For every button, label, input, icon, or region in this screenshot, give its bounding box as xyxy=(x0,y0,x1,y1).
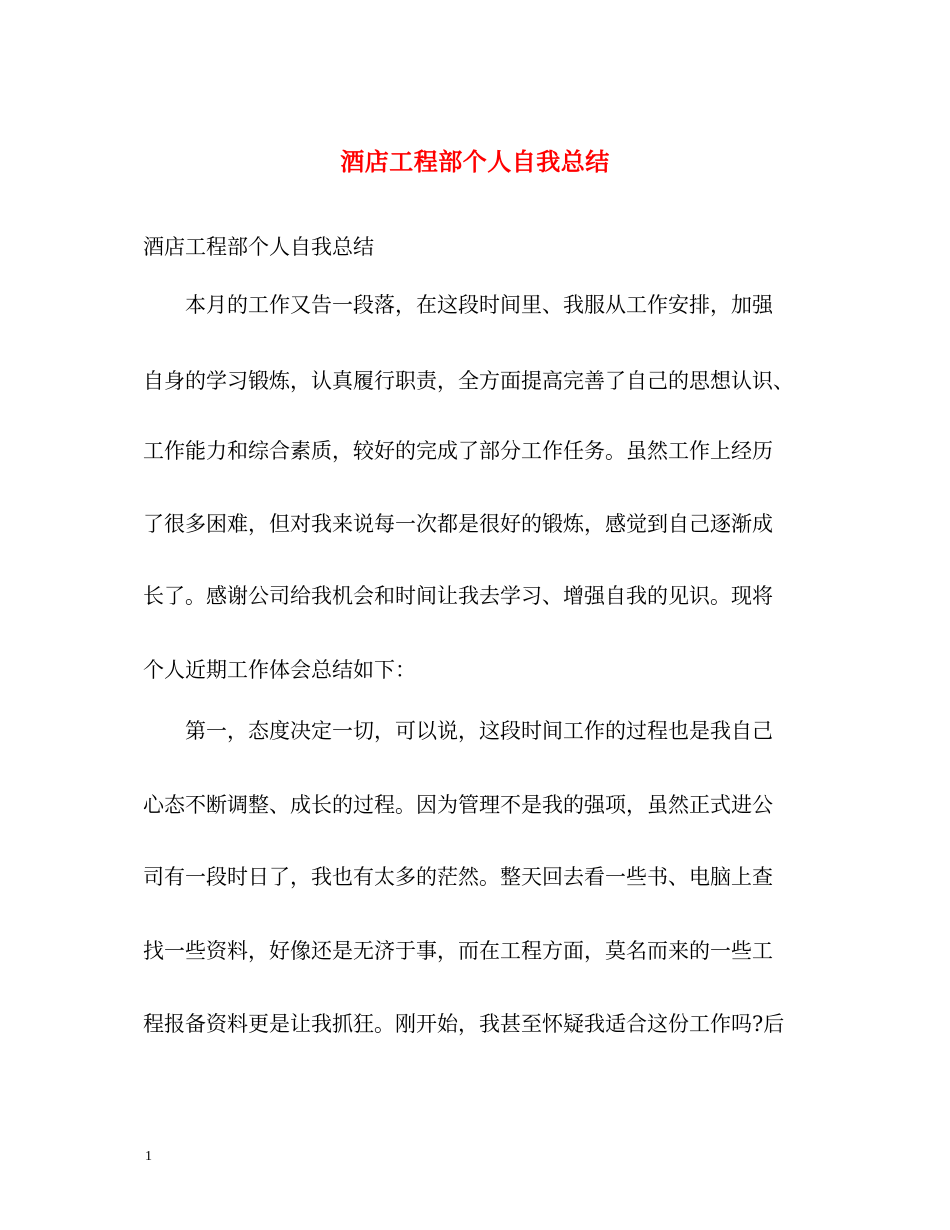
body-line-3: 自身的学习锻炼，认真履行职责，全方面提高完善了自己的思想认识、 xyxy=(143,369,794,393)
body-line-6: 长了。感谢公司给我机会和时间让我去学习、增强自我的见识。现将 xyxy=(143,584,773,608)
body-line-5: 了很多困难，但对我来说每一次都是很好的锻炼，感觉到自己逐渐成 xyxy=(143,512,773,536)
body-line-4: 工作能力和综合素质，较好的完成了部分工作任务。虽然工作上经历 xyxy=(143,439,773,463)
document-title: 酒店工程部个人自我总结 xyxy=(340,147,610,176)
body-line-12: 程报备资料更是让我抓狂。刚开始，我甚至怀疑我适合这份工作吗?后 xyxy=(143,1012,785,1036)
body-line-1: 酒店工程部个人自我总结 xyxy=(143,235,374,259)
body-line-11: 找一些资料，好像还是无济于事，而在工程方面，莫名而来的一些工 xyxy=(143,939,773,963)
body-line-9: 心态不断调整、成长的过程。因为管理不是我的强项，虽然正式进公 xyxy=(143,793,773,817)
body-line-2: 本月的工作又告一段落，在这段时间里、我服从工作安排，加强 xyxy=(143,293,773,317)
body-line-7: 个人近期工作体会总结如下： xyxy=(143,658,416,682)
body-line-10: 司有一段时日了，我也有太多的茫然。整天回去看一些书、电脑上查 xyxy=(143,865,773,889)
body-line-8: 第一，态度决定一切，可以说，这段时间工作的过程也是我自己 xyxy=(143,719,773,743)
page-number: 1 xyxy=(145,1149,152,1164)
